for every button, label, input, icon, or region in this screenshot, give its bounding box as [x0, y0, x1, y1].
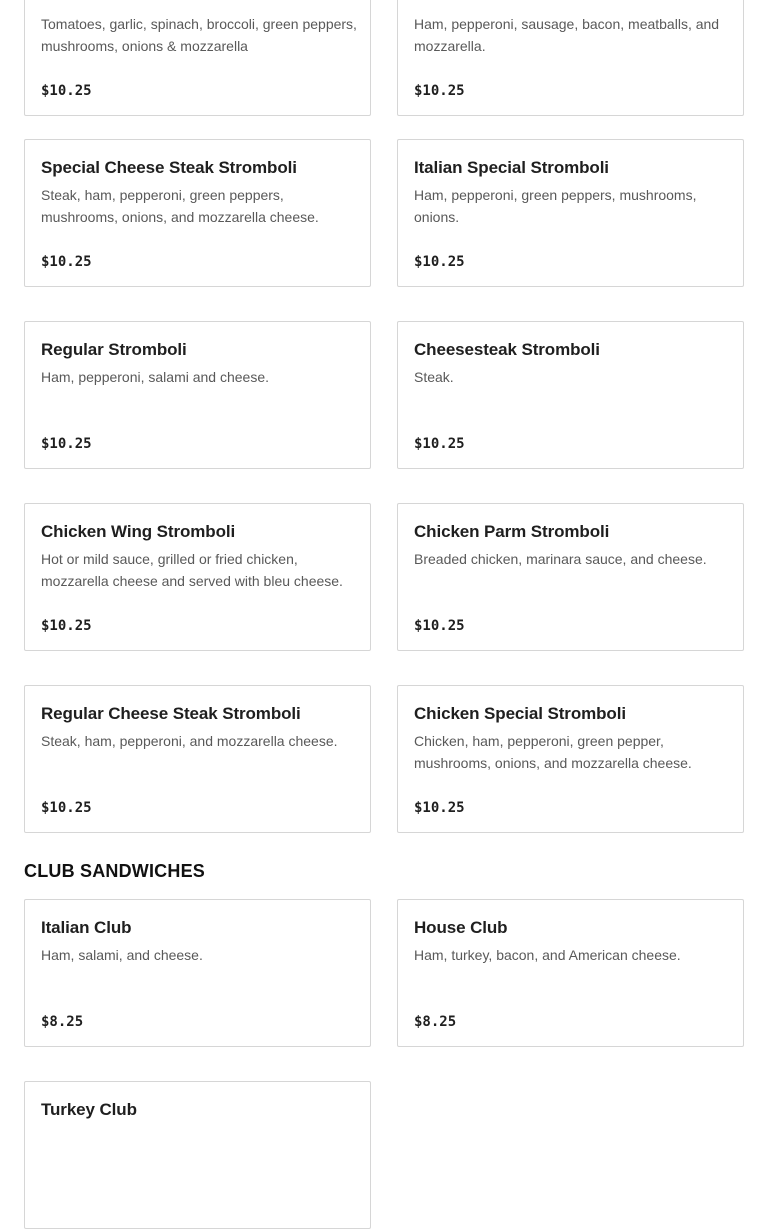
menu-item-name: Italian Special Stromboli	[414, 158, 609, 177]
menu-item-name: Chicken Wing Stromboli	[41, 522, 236, 541]
menu-item-card[interactable]	[397, 503, 744, 651]
menu-item-price: $10.25	[414, 83, 465, 99]
menu-item-price: $10.25	[414, 254, 465, 270]
menu-item-price: $10.25	[414, 436, 465, 452]
menu-item-name: House Club	[414, 918, 508, 937]
menu-item-card[interactable]	[397, 899, 744, 1047]
menu-item-card[interactable]	[24, 1081, 371, 1229]
menu-item-card[interactable]	[397, 685, 744, 833]
menu-item-name: Chicken Parm Stromboli	[414, 522, 610, 541]
menu-item-price: $10.25	[41, 254, 92, 270]
menu-item-price: $10.25	[41, 83, 92, 99]
menu-item-card[interactable]	[24, 899, 371, 1047]
menu-item-card[interactable]	[24, 139, 371, 287]
menu-item-price: $10.25	[41, 800, 92, 816]
menu-item-name: Italian Club	[41, 918, 132, 937]
menu-item-name: Regular Cheese Steak Stromboli	[41, 704, 301, 723]
menu-item-price: $10.25	[414, 800, 465, 816]
section-title-club-sandwiches: CLUB SANDWICHES	[24, 861, 205, 881]
menu-item-description: Steak.	[414, 369, 454, 385]
menu-item-description: Ham, turkey, bacon, and American cheese.	[414, 947, 681, 963]
menu-item-card[interactable]	[397, 139, 744, 287]
menu-item-name: Special Cheese Steak Stromboli	[41, 158, 297, 177]
menu-item-card[interactable]	[24, 321, 371, 469]
menu-item-card[interactable]	[397, 321, 744, 469]
menu-item-card[interactable]	[24, 0, 371, 116]
menu-item-description: Ham, salami, and cheese.	[41, 947, 203, 963]
menu-item-description: Breaded chicken, marinara sauce, and cheese.	[414, 551, 707, 567]
menu-item-description: Steak, ham, pepperoni, green peppers, mushrooms, onions, and mozzarella cheese.	[41, 187, 319, 225]
menu-item-card[interactable]	[397, 0, 744, 116]
menu-item-description: Chicken, ham, pepperoni, green pepper, mushrooms, onions, and mozzarella cheese.	[414, 733, 692, 771]
menu-item-card[interactable]	[24, 503, 371, 651]
menu-item-price: $8.25	[414, 1014, 457, 1030]
menu-item-description: Hot or mild sauce, grilled or fried chicken, mozzarella cheese and served with bleu cheese.	[41, 551, 343, 589]
menu-item-price: $10.25	[414, 618, 465, 634]
menu-item-name: Chicken Special Stromboli	[414, 704, 626, 723]
menu-item-price: $8.25	[41, 1014, 84, 1030]
menu-item-price: $10.25	[41, 436, 92, 452]
menu-item-name: Turkey Club	[41, 1100, 137, 1119]
menu-item-card[interactable]	[24, 685, 371, 833]
menu-item-description: Ham, pepperoni, sausage, bacon, meatballs, and mozzarella.	[414, 16, 720, 54]
menu-item-description: Ham, pepperoni, green peppers, mushrooms, onions.	[414, 187, 697, 225]
menu-item-description: Ham, pepperoni, salami and cheese.	[41, 369, 270, 385]
menu-item-description: Steak, ham, pepperoni, and mozzarella cheese.	[41, 733, 338, 749]
menu-item-description: Tomatoes, garlic, spinach, broccoli, green peppers, mushrooms, onions & mozzarella	[41, 16, 357, 54]
menu-item-price: $10.25	[41, 618, 92, 634]
menu-item-name: Regular Stromboli	[41, 340, 187, 359]
menu-item-name: Cheesesteak Stromboli	[414, 340, 600, 359]
